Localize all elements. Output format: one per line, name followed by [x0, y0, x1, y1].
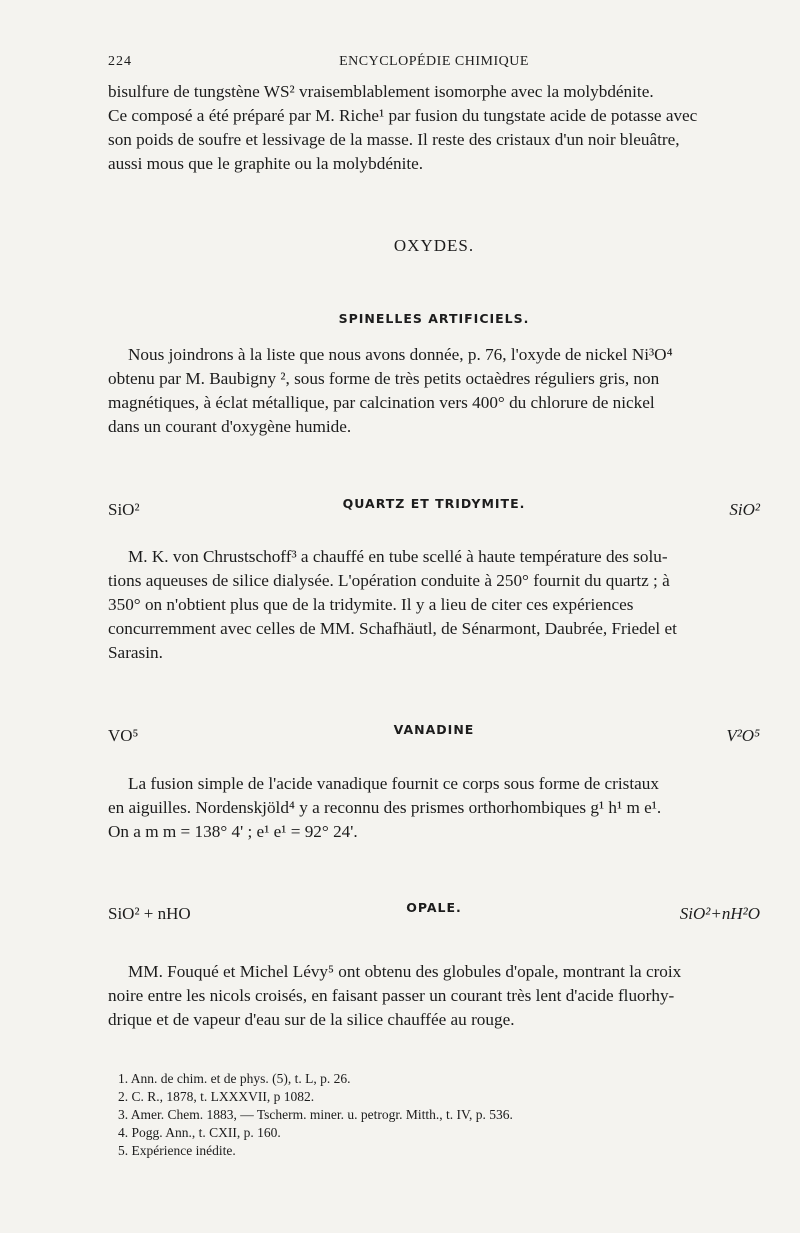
- section-title-oxydes: OXYDES.: [393, 236, 475, 255]
- subsection-title-quartz: QUARTZ ET TRIDYMITE.: [342, 496, 526, 511]
- spinelles-paragraph: [108, 343, 760, 439]
- text-line: noire entre les nicols croisés, en faisant passer un courant très lent d'acide fluorhy-: [108, 986, 675, 1005]
- formula-left: SiO²: [108, 500, 140, 519]
- text-line: dans un courant d'oxygène humide.: [108, 417, 352, 436]
- text-line: aussi mous que le graphite ou la molybdénite.: [108, 154, 424, 173]
- text-line: magnétiques, à éclat métallique, par calcination vers 400° du chlorure de nickel: [108, 393, 655, 412]
- footnote: 3. Amer. Chem. 1883, — Tscherm. miner. u. petrogr. Mitth., t. IV, p. 536.: [118, 1107, 513, 1122]
- footnote: 5. Expérience inédite.: [118, 1143, 236, 1158]
- footnotes: [118, 1070, 718, 1160]
- formula-left: SiO² + nHO: [108, 904, 191, 923]
- subsection-title-opale: OPALE.: [406, 900, 462, 915]
- text-line: son poids de soufre et lessivage de la masse. Il reste des cristaux d'un noir bleuâtre,: [108, 130, 680, 149]
- text-line: Sarasin.: [108, 643, 163, 662]
- text-line: tions aqueuses de silice dialysée. L'opération conduite à 250° fournit du quartz ; à: [108, 571, 670, 590]
- vanadine-paragraph: [108, 772, 760, 844]
- quartz-heading-row: [108, 496, 760, 520]
- text-line: Nous joindrons à la liste que nous avons donnée, p. 76, l'oxyde de nickel Ni³O⁴: [128, 345, 673, 364]
- text-line: en aiguilles. Nordenskjöld⁴ y a reconnu des prismes orthorhombiques g¹ h¹ m e¹.: [108, 798, 662, 817]
- text-line: obtenu par M. Baubigny ², sous forme de très petits octaèdres réguliers gris, non: [108, 369, 660, 388]
- text-line: concurremment avec celles de MM. Schafhäutl, de Sénarmont, Daubrée, Friedel et: [108, 619, 677, 638]
- text-line: La fusion simple de l'acide vanadique fournit ce corps sous forme de cristaux: [128, 774, 659, 793]
- vanadine-heading-row: [108, 722, 760, 746]
- formula-left: VO⁵: [108, 726, 139, 745]
- text-line: On a m m = 138° 4' ; e¹ e¹ = 92° 24'.: [108, 822, 358, 841]
- opale-paragraph: [108, 960, 760, 1032]
- formula-right: SiO²+nH²O: [679, 904, 760, 923]
- footnote: 4. Pogg. Ann., t. CXII, p. 160.: [118, 1125, 281, 1140]
- intro-paragraph: [108, 80, 760, 176]
- page-number: 224: [108, 54, 132, 69]
- opale-heading-row: [108, 900, 760, 924]
- text-line: drique et de vapeur d'eau sur de la silice chauffée au rouge.: [108, 1010, 515, 1029]
- text-line: MM. Fouqué et Michel Lévy⁵ ont obtenu des globules d'opale, montrant la croix: [128, 962, 682, 981]
- text-line: bisulfure de tungstène WS² vraisemblablement isomorphe avec la molybdénite.: [108, 82, 654, 101]
- text-line: Ce composé a été préparé par M. Riche¹ par fusion du tungstate acide de potasse avec: [108, 106, 698, 125]
- text-line: M. K. von Chrustschoff³ a chauffé en tube scellé à haute température des solu-: [128, 547, 668, 566]
- running-title: ENCYCLOPÉDIE CHIMIQUE: [339, 54, 529, 69]
- subsection-title-spinelles: SPINELLES ARTIFICIELS.: [338, 311, 530, 326]
- quartz-paragraph: [108, 545, 760, 665]
- footnote: 2. C. R., 1878, t. LXXXVII, p 1082.: [118, 1089, 315, 1104]
- footnote: 1. Ann. de chim. et de phys. (5), t. L, p. 26.: [118, 1071, 351, 1086]
- formula-right: SiO²: [729, 500, 760, 519]
- page-header: [108, 54, 760, 74]
- subsection-title-vanadine: VANADINE: [393, 722, 475, 737]
- text-line: 350° on n'obtient plus que de la tridymite. Il y a lieu de citer ces expériences: [108, 595, 634, 614]
- formula-right: V²O⁵: [726, 726, 760, 745]
